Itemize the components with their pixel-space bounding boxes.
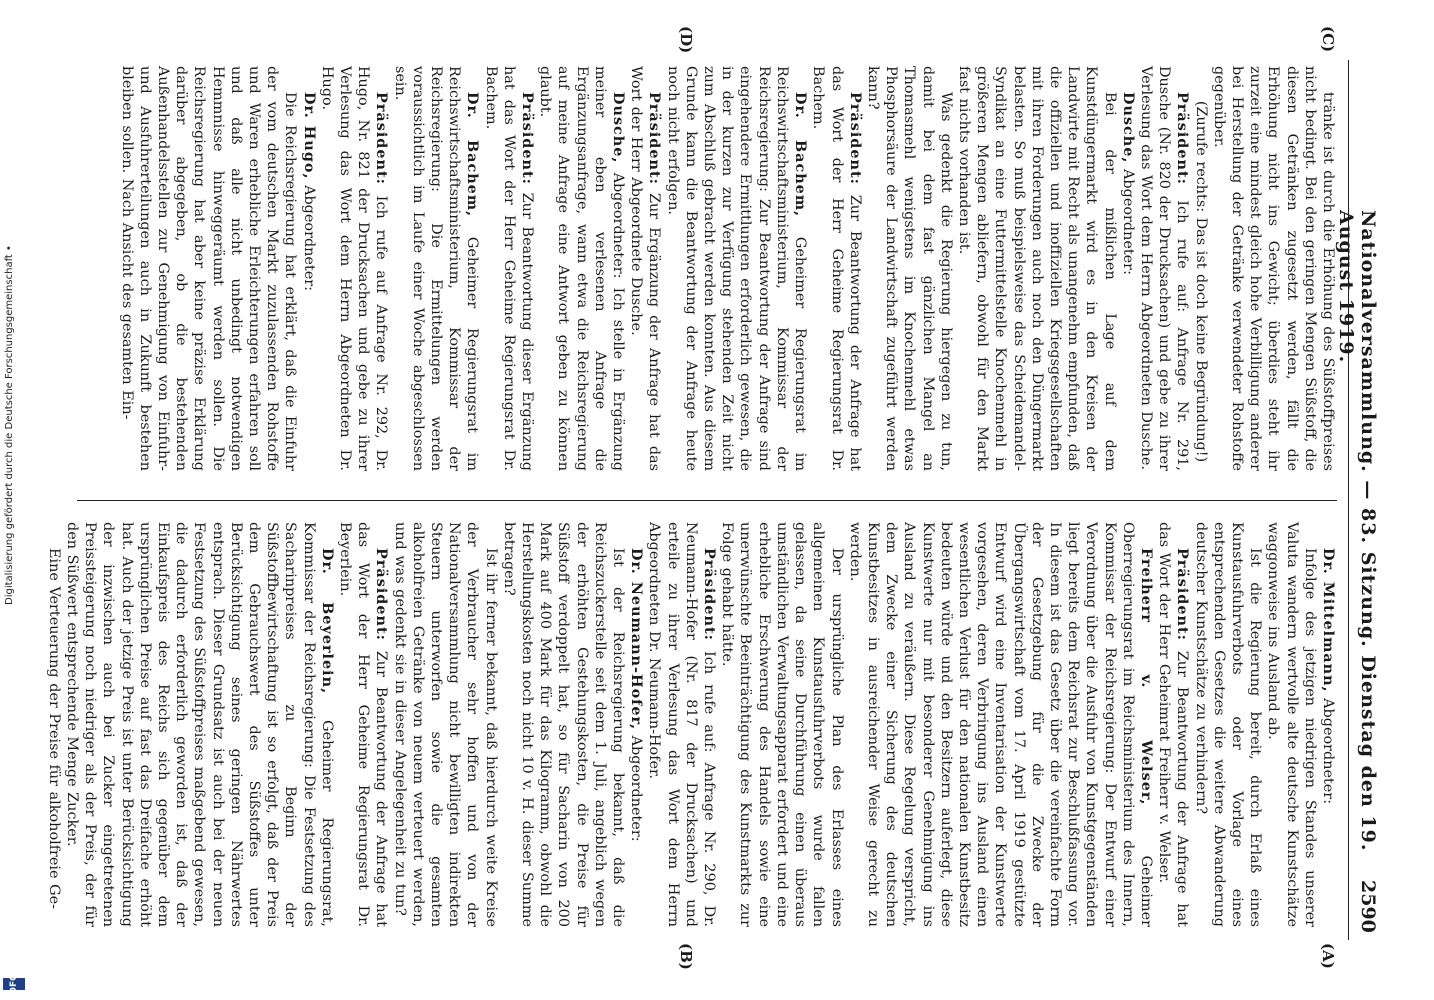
- speaker-paragraph: [63, 522, 336, 927]
- president-paragraph: [645, 522, 718, 927]
- speaker-paragraph: [1119, 66, 1137, 471]
- text-paragraph: tränke ist durch die Erhöhung des Süßstoffpreises nicht bedingt. Bei den geringen Mengen Süßstoff, die diesen Getränken zugesetzt werden, fällt die Erhöhung nicht ins Gewicht; überdies steht ihr zurzeit eine mindest gleich hohe Verbilligung anderer bei Herstellung der Getränke verwendeter Rohstoffe gegenüber.: [1210, 66, 1336, 471]
- right-text-column: [77, 66, 1337, 471]
- interjection-note: (Zurufe rechts: Das ist doch keine Begründung!): [1192, 100, 1209, 463]
- page-number: 2590: [1357, 880, 1379, 933]
- margin-marker-b: (B): [677, 943, 695, 970]
- speech-text: Abgeordneter:: [1320, 698, 1336, 805]
- speaker-name: Präsident:: [519, 92, 537, 185]
- header-title: Nationalversammlung. — 83. Sitzung. Dienstag den 19. August 1919.: [1335, 210, 1379, 852]
- speaker-name: Dusche,: [610, 92, 628, 164]
- text-paragraph: Infolge des jetzigen niedrigen Standes unserer Valuta wandern wertvolle alte deutsche Kunstschätze waggonweise ins Ausland ab.: [1265, 522, 1318, 927]
- page-header: [1335, 60, 1385, 940]
- speaker-paragraph: [536, 66, 627, 471]
- margin-marker-a: (A): [1319, 943, 1337, 969]
- speech-text: Zur Beantwortung der Anfrage hat das Wort der Herr Geheimrat Freiherr v. Welser.: [1156, 522, 1191, 927]
- speaker-name: Dr. Neumann-Hofer,: [628, 548, 646, 731]
- speaker-paragraph: [390, 66, 481, 471]
- speech-text: Abgeordneter:: [300, 185, 317, 291]
- president-paragraph: [1155, 522, 1191, 927]
- president-paragraph: [809, 66, 864, 471]
- speaker-name: Präsident:: [373, 92, 391, 185]
- speaker-name: Präsident:: [373, 548, 391, 641]
- text-paragraph: Bei der mißlichen Lage auf dem Kunstdüngermarkt wird es in den Kreisen der Landwirte mit Recht als unangenehm empfunden, daß die offiziellen und inoffiziellen Kriegsgesellschaften mit ihren Forderungen auch noch den Düngermarkt belasten. So muß beispielsweise das Scheidemandel-Syndikat an eine Futtermittelstelle Knochenmehl in größeren Mengen abliefern, obwohl für den Markt fast nichts vorhanden ist.: [955, 66, 1118, 471]
- speech-text: Geheimer Oberregierungsrat im Reichsministerium des Innern, Kommissar der Reichsregierung: Der Entwurf einer Verordnung über die Ausfuhr von Kunstgegenständen liegt bereits dem Reichsrat zur Beschlußfassung vor. In diesem ist das Gesetz über die vereinfachte Form der Gesetzgebung für die Zwecke der Übergangswirtschaft vom 17. April 1919 gestützte Entwurf wird eine Inventarisation der Kunstwerte vorgesehen, deren Verbringung ins Ausland einen wesentlichen Verlust für den nationalen Kunstbesitz bedeuten würde und den Besitzern auferlegt, diese Kunstwerte nur mit besonderer Genehmigung ins Ausland zu veräußern. Diese Regelung verspricht, dem Zwecke einer Sicherung des deutschen Kunstbesitzes in ausreichender Weise gerecht zu werden.: [846, 522, 1154, 928]
- president-paragraph: [336, 522, 391, 927]
- column-divider: [77, 500, 1337, 501]
- margin-marker-d: (D): [677, 26, 695, 54]
- speaker-paragraph: [663, 66, 809, 471]
- president-paragraph: [627, 66, 663, 471]
- margin-marker-c: (C): [1319, 26, 1337, 53]
- speaker-paragraph: [1319, 522, 1337, 927]
- speaker-paragraph: [846, 522, 1155, 927]
- president-paragraph: [318, 66, 391, 471]
- speech-text: Geheimer Regierungsrat im Reichswirtschaftsministerium, Kommissar der Reichsregierung: Zur Beantwortung der Anfrage sind eingehendere Ermittlungen erforderlich gewesen, die in der kurzen zur Verfügung stehenden Zeit nicht zum Abschluß gebracht werden konnten. Aus diesem Grunde kann die Beantwortung der Anfrage heute noch nicht erfolgen.: [664, 66, 809, 472]
- speaker-paragraph: [299, 66, 317, 471]
- speaker-name: Präsident:: [846, 92, 864, 185]
- president-paragraph: [1137, 66, 1192, 471]
- speaker-name: Präsident:: [646, 92, 664, 185]
- left-text-column: [45, 522, 1337, 928]
- speaker-name: Dr. Bachem,: [464, 92, 482, 218]
- president-paragraph: [481, 66, 536, 471]
- speech-text: Geheimer Regierungsrat im Reichswirtschaftsministerium, Kommissar der Reichsregierung: Die Ermittelungen werden voraussichtlich im Laufe einer Woche abgeschlossen sein.: [391, 66, 481, 472]
- speech-text: Zur Ergänzung der Anfrage hat das Wort der Herr Abgeordnete Dusche.: [628, 66, 663, 471]
- text-paragraph: Die Reichsregierung hat erklärt, daß die Einfuhr der vom deutschen Markt zuzulassenden Rohstoffe und Waren erhebliche Erleichterungen erfahren soll und daß alle nicht unbedingt notwendigen Hemmnisse hinweggeräumt werden sollen. Die Reichsregierung hat aber keine präzise Erklärung darüber abgegeben, ob die bestehenden Außenhandelsstellen zur Genehmigung von Einfuhr- und Ausfuhrerteilungen auch in Zukunft bestehen bleiben sollen. Nach Ansicht des gesamten Ein-: [118, 66, 299, 471]
- text-paragraph: Ist der Reichsregierung bekannt, daß die Reichszuckerstelle seit dem 1. Juli, angeblich wegen der erhöhten Gestehungskosten, die Preise für Süßstoff verdoppelt hat, so für Sacharin von 200 Mark auf 400 Mark für das Kilogramm, obwohl die Herstellungskosten noch nicht 10 v. H. dieser Summe betragen?: [500, 522, 627, 927]
- text-paragraph: Ist die Regierung bereit, durch Erlaß eines Kunstausfuhrverbots oder Vorlage eines entsprechenden Gesetzes die weitere Abwanderung deutscher Kunstschätze zu verhindern?: [1192, 522, 1264, 927]
- speaker-name: Präsident:: [1174, 548, 1192, 641]
- text-paragraph: Was gedenkt die Regierung hiergegen zu tun, damit bei dem fast gänzlichen Mangel an Thomasmehl wenigstens im Knochenmehl etwas Phosphorsäure der Landwirtschaft zugeführt werden kann?: [864, 66, 954, 471]
- speaker-name: Freiherr v. Welser,: [1137, 548, 1155, 806]
- speaker-name: Präsident:: [701, 548, 719, 641]
- digitization-credit: Digitalisierung gefördert durch die Deutsche Forschungsgemeinschaft •: [4, 245, 15, 605]
- text-paragraph: Ist ihr ferner bekannt, daß hierdurch weite Kreise der Verbraucher sehr hoffen und von der Nationalversammlung nicht bewilligten indirekten Steuern unterworfen sowie die gesamten alkoholfreien Getränke von neuem verteuert werden, und was gedenkt sie in dieser Angelegenheit zu tun?: [391, 522, 499, 927]
- speech-text: Zur Beantwortung der Anfrage hat das Wort der Herr Geheime Regierungsrat Dr. Bachem.: [810, 66, 863, 471]
- speaker-name: Dusche,: [1119, 92, 1137, 164]
- speech-text: Ich rufe auf: Anfrage Nr. 290, Dr. Neumann-Hofer (Nr. 817 der Drucksachen) und erteile zu ihrer Verlesung das Wort dem Herrn Abgeordneten Dr. Neumann-Hofer.: [646, 522, 718, 927]
- speech-text: Abgeordneter: Ich stelle in Ergänzung meiner eben verlesenen Anfrage die Ergänzungsanfrage, wann etwa die Reichsregierung auf meine Anfrage eine Antwort geben zu können glaubt.: [537, 66, 627, 471]
- speaker-name: Dr. Bachem,: [792, 92, 810, 218]
- speaker-name: Präsident:: [1174, 92, 1192, 185]
- speech-text: Abgeordneter:: [628, 735, 645, 842]
- rotated-page-content: [45, 26, 1385, 970]
- text-paragraph: Eine Verteuerung der Preise für alkoholfreie Ge-: [45, 548, 62, 909]
- speech-text: Zur Beantwortung der Anfrage hat das Wort der Herr Geheime Regierungsrat Dr. Beyerlein.: [337, 522, 390, 927]
- speech-text: Ich rufe auf: Anfrage Nr. 291, Dusche (Nr. 820 der Drucksachen) und gebe zu ihrer Verlesung das Wort dem Herrn Abgeordneten Dusche.: [1137, 66, 1191, 472]
- speech-text: Abgeordneter:: [1119, 169, 1136, 275]
- speaker-name: Dr. Hugo,: [300, 92, 318, 180]
- speech-text: Zur Beantwortung dieser Ergänzung hat das Wort der Herr Geheime Regierungsrat Dr. Bachem.: [482, 66, 536, 471]
- text-paragraph: Der ursprüngliche Plan des Erlasses eines allgemeinen Kunstausfuhrverbots wurde fallen gelassen, da seine Durchführung einen überaus umständlichen Verwaltungsapparat erfordert und eine erhebliche Erschwerung des Handels sowie eine unerwünschte Beeinträchtigung des Kunstmarkts zur Folge gehabt hätte.: [719, 522, 845, 927]
- speech-text: Ich rufe auf Anfrage Nr. 292, Dr. Hugo, Nr. 821 der Drucksachen und gebe zu ihrer Verlesung das Wort dem Herrn Abgeordneten Dr. Hugo.: [318, 66, 390, 471]
- speaker-name: Dr. Beyerlein,: [318, 548, 336, 695]
- speech-text: Geheimer Regierungsrat, Kommissar der Reichsregierung: Die Festsetzung des Sacharinpreises zu Beginn der Süßstoffbewirtschaftung ist so erfolgt, daß der Preis dem Gebrauchswert des Süßstoffes unter Berücksichtigung seines geringen Nährwertes entsprach. Dieser Grundsatz ist auch bei der neuen Festsetzung des Süßstoffpreises maßgebend gewesen, die dadurch erforderlich geworden ist, daß der Einkaufspreis des Reichs sich gegenüber dem ursprünglichen Preise auf fast das Dreifache erhöht hat. Auch der jetzige Preis ist unter Berücksichtigung der inzwischen auch bei Zucker eingetretenen Preissteigerung noch niedriger als der Preis, der für den Süßwert entsprechende Menge Zucker.: [63, 522, 335, 927]
- dfg-logo: DFG: [3, 978, 25, 990]
- speaker-paragraph: [627, 522, 645, 927]
- speaker-name: Dr. Mittelmann,: [1320, 548, 1337, 693]
